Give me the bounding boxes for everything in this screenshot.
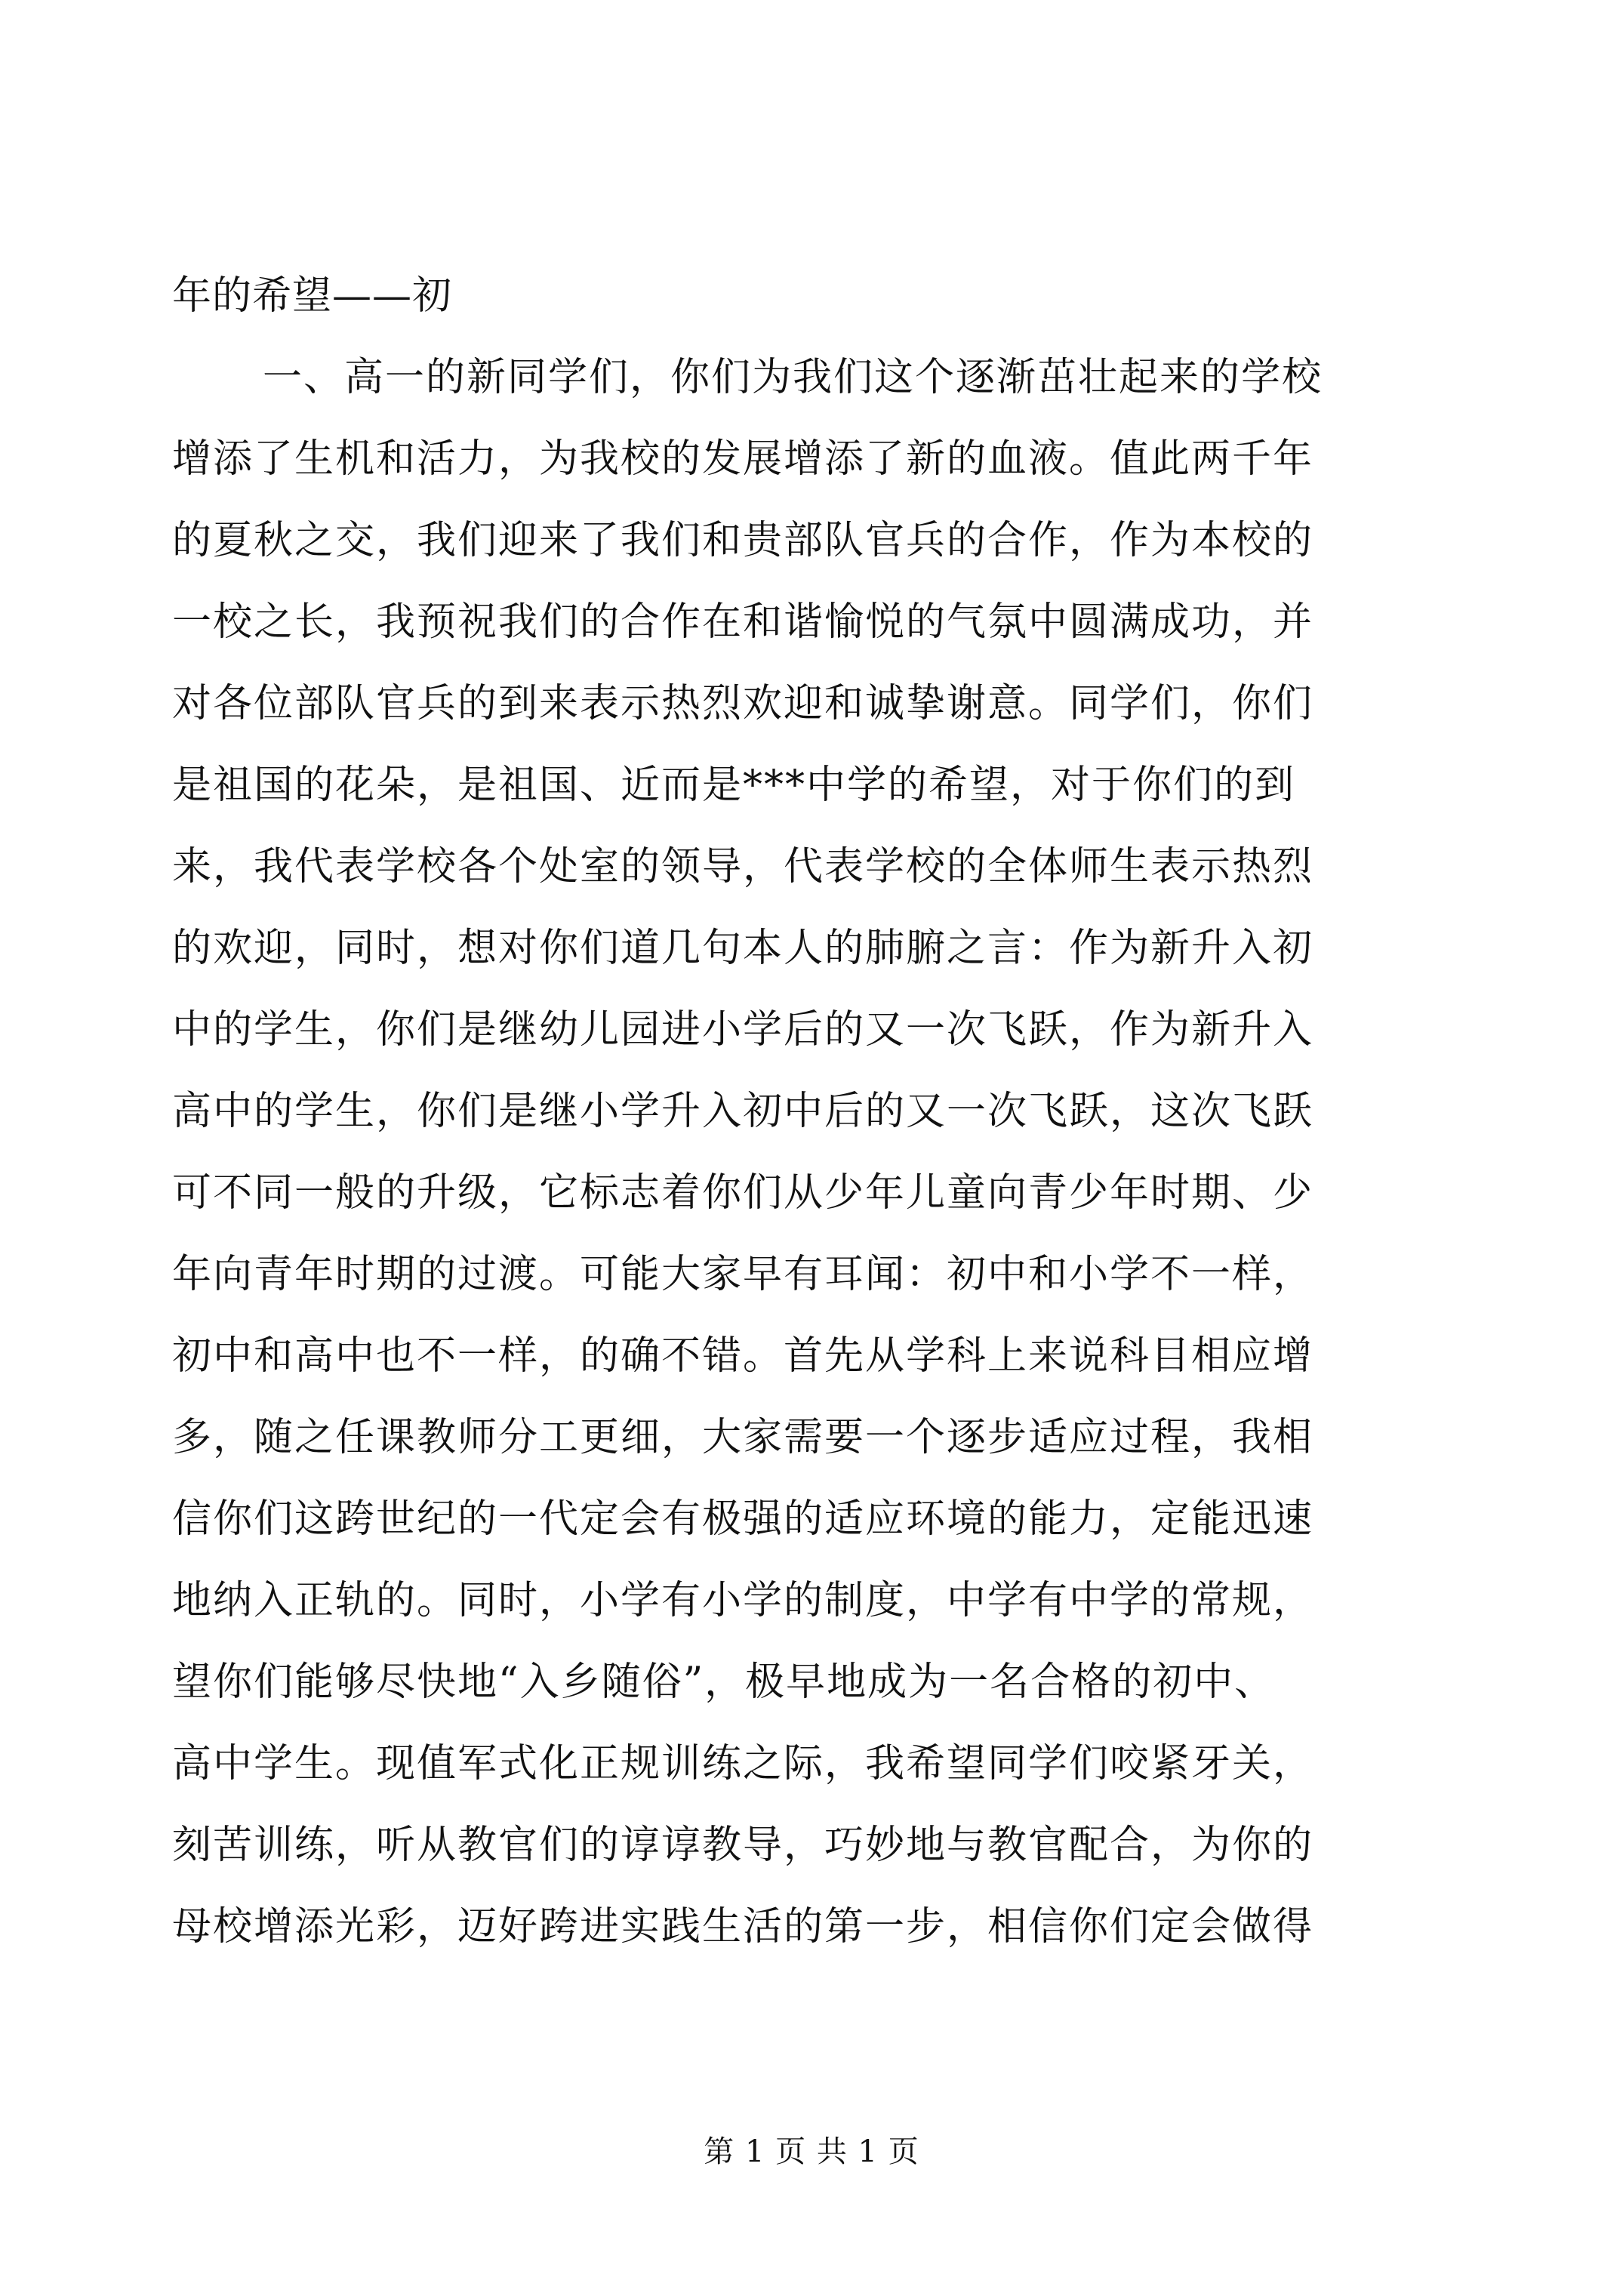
body-line: 对各位部队官兵的到来表示热烈欢迎和诚挚谢意。同学们，你们 bbox=[172, 681, 1314, 726]
body-line: 的欢迎，同时，想对你们道几句本人的肺腑之言：作为新升入初 bbox=[172, 926, 1314, 971]
body-line: 望你们能够尽快地“入乡随俗”，极早地成为一名合格的初中、 bbox=[172, 1660, 1276, 1705]
body-line: 的夏秋之交，我们迎来了我们和贵部队官兵的合作，作为本校的 bbox=[172, 518, 1314, 563]
body-line: 高中学生。现值军式化正规训练之际，我希望同学们咬紧牙关， bbox=[172, 1741, 1314, 1786]
body-line: 来，我代表学校各个处室的领导，代表学校的全体师生表示热烈 bbox=[172, 844, 1314, 889]
body-line: 初中和高中也不一样，的确不错。首先从学科上来说科目相应增 bbox=[172, 1333, 1314, 1379]
body-line: 一、高一的新同学们，你们为我们这个逐渐茁壮起来的学校 bbox=[263, 355, 1323, 400]
body-line: 高中的学生，你们是继小学升入初中后的又一次飞跃，这次飞跃 bbox=[172, 1089, 1314, 1134]
document-body bbox=[172, 255, 1448, 1968]
body-line: 信你们这跨世纪的一代定会有极强的适应环境的能力，定能迅速 bbox=[172, 1496, 1314, 1542]
body-line: 刻苦训练，听从教官们的谆谆教导，巧妙地与教官配合，为你的 bbox=[172, 1823, 1314, 1868]
body-line: 中的学生，你们是继幼儿园进小学后的又一次飞跃，作为新升入 bbox=[172, 1007, 1314, 1052]
body-line: 可不同一般的升级，它标志着你们从少年儿童向青少年时期、少 bbox=[172, 1170, 1314, 1216]
body-line: 母校增添光彩，迈好跨进实践生活的第一步，相信你们定会做得 bbox=[172, 1904, 1314, 1949]
page-number-footer: 第 1 页 共 1 页 bbox=[704, 2134, 919, 2169]
body-line: 一校之长，我预祝我们的合作在和谐愉悦的气氛中圆满成功，并 bbox=[172, 599, 1314, 645]
body-line: 增添了生机和活力，为我校的发展增添了新的血液。值此两千年 bbox=[172, 436, 1314, 482]
body-line: 多，随之任课教师分工更细，大家需要一个逐步适应过程，我相 bbox=[172, 1415, 1314, 1460]
body-line: 是祖国的花朵，是祖国、近而是***中学的希望，对于你们的到 bbox=[172, 763, 1296, 808]
body-line: 年向青年时期的过渡。可能大家早有耳闻：初中和小学不一样， bbox=[172, 1252, 1314, 1297]
title-fragment: 年的希望——初 bbox=[172, 273, 453, 319]
body-line: 地纳入正轨的。同时，小学有小学的制度，中学有中学的常规， bbox=[172, 1578, 1314, 1623]
